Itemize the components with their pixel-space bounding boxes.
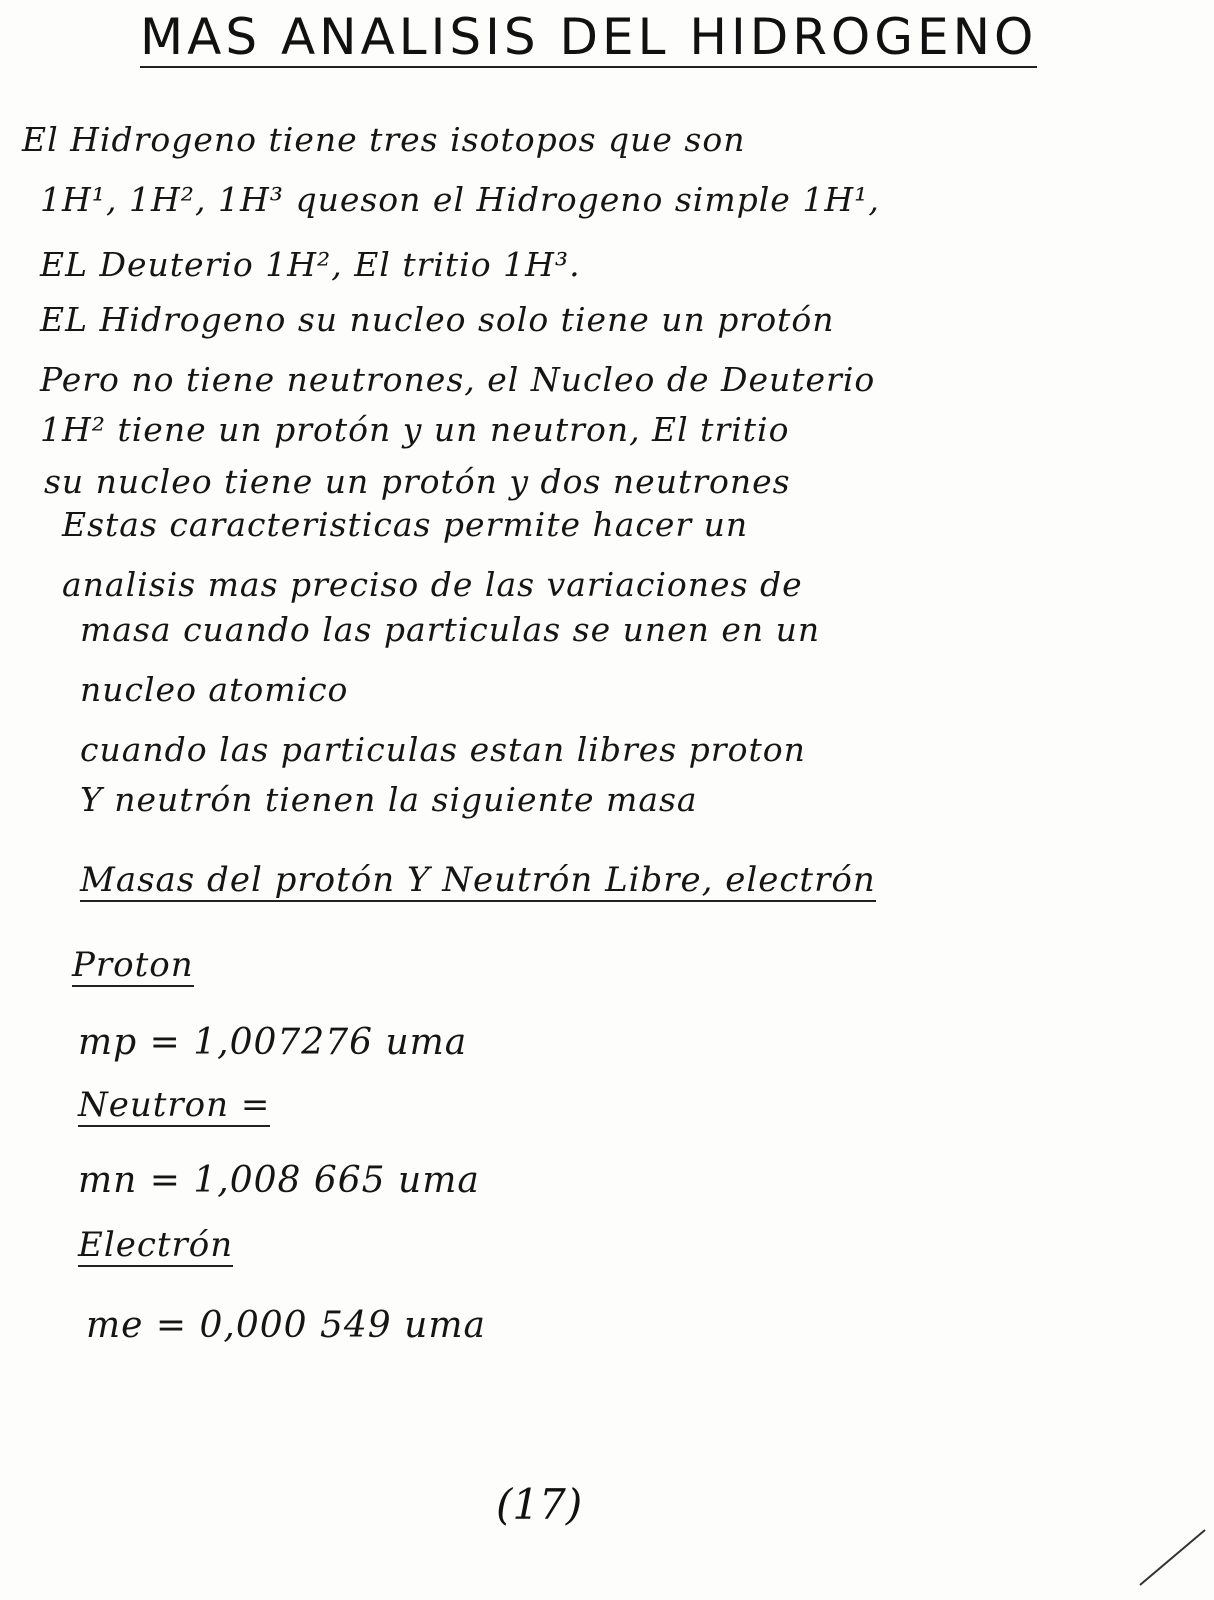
page-number: (17) [496, 1480, 583, 1529]
page-title-text: MAS ANALISIS DEL HIDROGENO [140, 8, 1038, 66]
paragraph-line-3: EL Deuterio 1H², El tritio 1H³. [40, 245, 581, 284]
proton-label [72, 945, 194, 985]
paragraph-line-1: El Hidrogeno tiene tres isotopos que son [22, 120, 746, 159]
neutron-label-text: Neutron = [78, 1085, 271, 1125]
paragraph-line-2: 1H¹, 1H², 1H³ queson el Hidrogeno simple 1H¹, [40, 180, 880, 219]
paragraph-line-6: 1H² tiene un protón y un neutron, El tritio [40, 410, 790, 449]
electron-label-text: Electrón [78, 1225, 234, 1265]
electron-label [78, 1225, 233, 1265]
proton-label-text: Proton [72, 945, 194, 985]
paragraph-line-10: masa cuando las particulas se unen en un [80, 610, 821, 649]
neutron-mass: mn = 1,008 665 uma [78, 1160, 480, 1201]
paragraph-line-4: EL Hidrogeno su nucleo solo tiene un protón [40, 300, 835, 339]
masses-subheading [80, 860, 876, 900]
page-title [140, 8, 1037, 66]
paragraph-line-5: Pero no tiene neutrones, el Nucleo de Deuterio [40, 360, 876, 399]
proton-mass: mp = 1,007276 uma [78, 1022, 468, 1063]
pen-mark-stroke [1140, 1530, 1205, 1585]
paragraph-line-9: analisis mas preciso de las variaciones de [62, 565, 803, 604]
paragraph-line-12: cuando las particulas estan libres proton [80, 730, 806, 769]
paragraph-line-8: Estas caracteristicas permite hacer un [62, 505, 749, 544]
paragraph-line-7: su nucleo tiene un protón y dos neutrones [44, 462, 791, 501]
masses-subheading-text: Masas del protón Y Neutrón Libre, electrón [80, 860, 876, 900]
pen-mark [1130, 1510, 1210, 1590]
electron-mass: me = 0,000 549 uma [86, 1305, 486, 1346]
neutron-label [78, 1085, 270, 1125]
paragraph-line-13: Y neutrón tienen la siguiente masa [80, 780, 698, 819]
paragraph-line-11: nucleo atomico [80, 670, 349, 709]
